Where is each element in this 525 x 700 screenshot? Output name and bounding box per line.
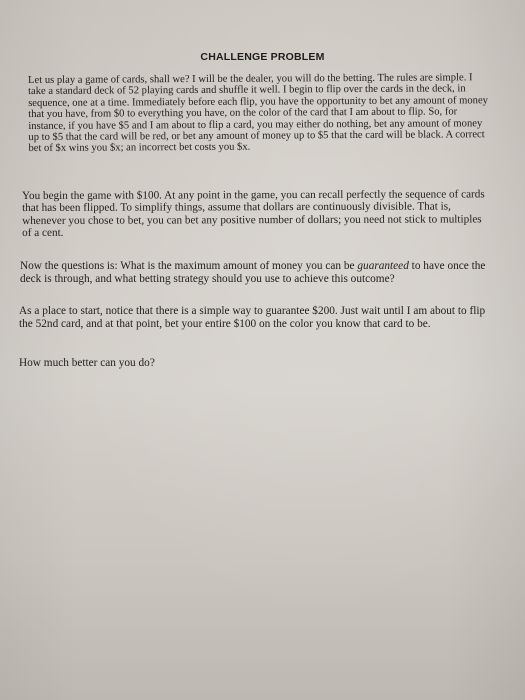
- question-paragraph: [20, 260, 490, 286]
- question-text-end: to have once the deck is through, and what betting strategy should you use to achieve this outcome?: [20, 260, 486, 285]
- closing-question: How much better can you do?: [19, 357, 155, 369]
- rules-paragraph: Let us play a game of cards, shall we? I will be the dealer, you will do the betting. The rules are simple. I take a standard deck of 52 playing cards and shuffle it well. I begin to flip over the cards in the deck, in sequence, one at a time. Immediately before each flip, you have the opportunity to bet any amount of money that you have, from $0 to everything you have, on the color of the card that I am about to flip. So, for instance, if you have $5 and I am about to flip a card, you may either do nothing, bet any amount of money up to $5 that the card will be red, or bet any amount of money up to $5 that the card will be black. A correct bet of $x wins you $x; an incorrect bet costs you $x.: [28, 72, 488, 155]
- document-title: CHALLENGE PROBLEM: [200, 51, 325, 63]
- question-text-start: Now the questions is: What is the maximum amount of money you can be: [20, 260, 358, 272]
- guaranteed-emphasis: guaranteed: [357, 260, 409, 272]
- hint-paragraph: As a place to start, notice that there is a simple way to guarantee $200. Just wait until I am about to flip the 52nd card, and at that point, bet your entire $100 on the color you know that card to be.: [19, 305, 486, 330]
- setup-paragraph: You begin the game with $100. At any point in the game, you can recall perfectly the sequence of cards that has been flipped. To simplify things, assume that dollars are continuously divisible. That is, whenever you chose to bet, you can bet any positive number of dollars; you need not stick to multiples of a cent.: [22, 188, 485, 240]
